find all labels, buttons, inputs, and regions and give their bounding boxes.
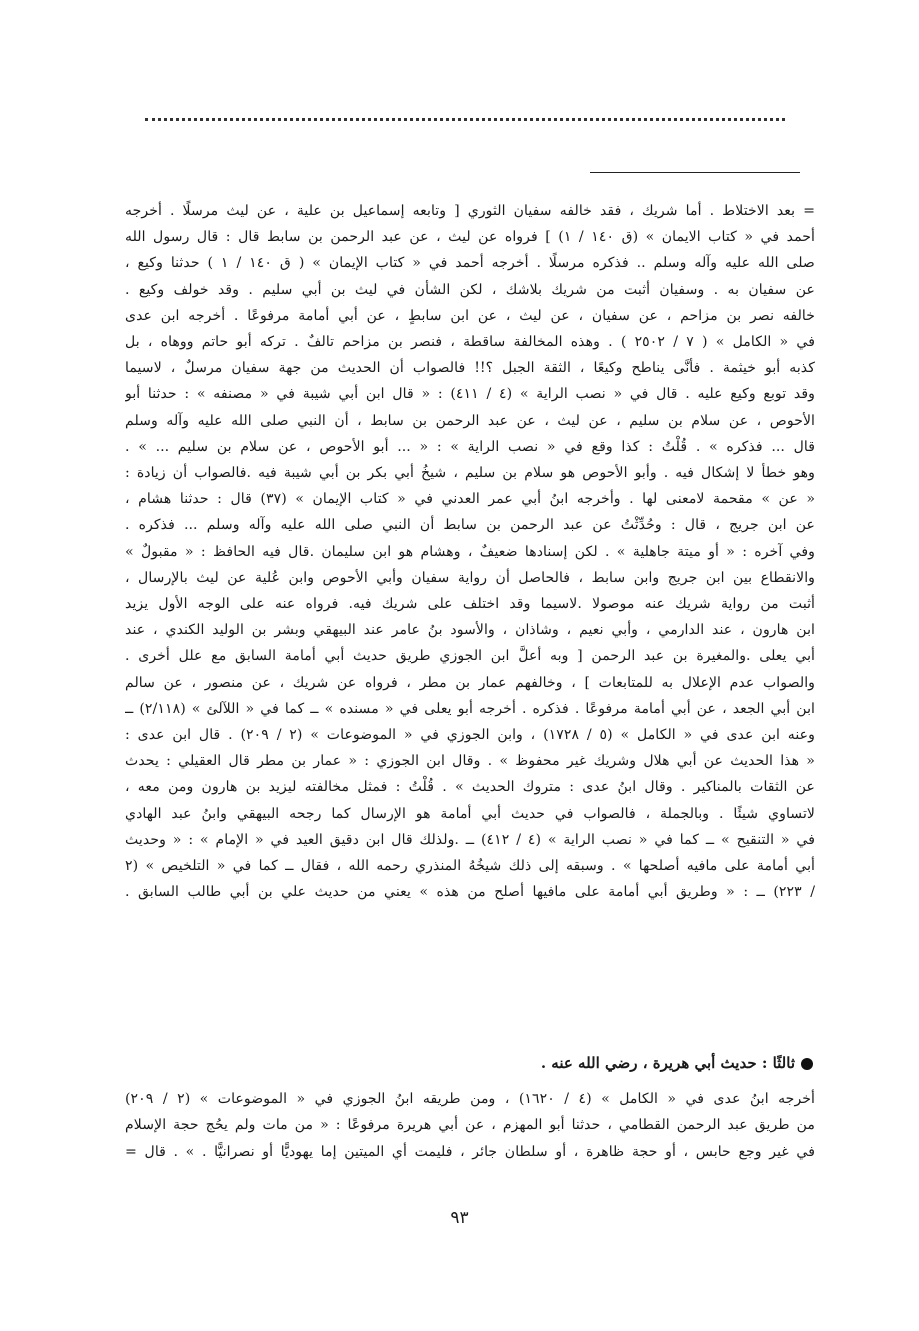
text-line: خالفه نصر بن مزاحم ، عن سفيان ، عن ليث ، عن ابن سابطٍ ، عن أبي أمامة مرفوعًا . أخرجه ابن عدى bbox=[125, 307, 815, 324]
text-line: والصواب عدم الإعلال به للمتابعات ] ، وخالفهم عمار بن مطر ، فرواه عن شريك ، عن منصور ، عن سالم bbox=[125, 674, 815, 691]
section-heading bbox=[125, 1050, 813, 1076]
bullet-icon bbox=[801, 1058, 813, 1070]
text-line: الأحوص ، عن سلام بن سليم ، عن ليث ، عن عبد الرحمن بن سابط ، أن النبي صلى الله عليه وآله وسلم bbox=[125, 412, 815, 429]
text-line: أحمد في « كتاب الايمان » (ق ١٤٠ / ١) ] فرواه عن ليث ، عن عبد الرحمن بن سابط قال : قال رسول الله bbox=[125, 229, 815, 246]
text-line: صلى الله عليه وآله وسلم .. فذكره مرسلًا . أخرجه أحمد في « كتاب الإيمان » ( ق ١٤٠ / ١ ) حدثنا وكيع ، bbox=[125, 255, 815, 272]
footnote-rule bbox=[590, 172, 800, 173]
text-line: أخرجه ابنُ عدى في « الكامل » (٤ / ١٦٢٠) ، ومن طريقه ابنُ الجوزي في « الموضوعات » (٢ / ٢٠٩) bbox=[125, 1091, 815, 1107]
text-line: قال ... فذكره » . قُلْتُ : كذا وقع في « نصب الراية » : « ... أبو الأحوص ، عن سلام بن سليم ... » . bbox=[125, 438, 815, 455]
text-line: في « الكامل » ( ٧ / ٢٥٠٢ ) . وهذه المخالفة ساقطة ، فنصر بن مزاحم تالفٌ . تركه أبو حاتم ووهاه ، بل bbox=[125, 334, 815, 351]
text-line: في غير وجع حابس ، أو حجة ظاهرة ، أو سلطان جائر ، فليمت أي الميتين إما يهوديًّا أو نصرانيًّا . » . قال = bbox=[125, 1143, 815, 1160]
text-line: أبي أمامة على مافيه أصلحها » . وسبقه إلى ذلك شيخُهُ المنذري رحمه الله ، فقال ــ كما في « التلخيص » (٢ bbox=[125, 858, 815, 875]
text-line: / ٢٢٣) ــ : « وطريق أبي أمامة على مافيها أصلح من هذه » يعني من حديث علي بن أبي طالب السابق . bbox=[125, 884, 815, 901]
section-body bbox=[125, 1086, 815, 1165]
text-line: وعنه ابن عدى في « الكامل » (٥ / ١٧٢٨) ، وابن الجوزي في « الموضوعات » (٢ / ٢٠٩) . قال ابن عدى : bbox=[125, 727, 815, 744]
heading-text: ثالثًا : حديث أبي هريرة ، رضي الله عنه . bbox=[540, 1054, 795, 1072]
page-number: ٩٣ bbox=[450, 1208, 469, 1228]
text-line: ابن هارون ، عند الدارمي ، وأبي نعيم ، وشاذان ، والأسود بنُ عامر عند البيهقي وبشر بن الوليد الكندي ، عند bbox=[125, 622, 815, 639]
text-line: والانقطاع بين ابن جريج وابن سابط ، فالحاصل أن رواية سفيان وأبي الأحوص وابن عُلية عن ليث بالإرسال ، bbox=[125, 569, 815, 586]
text-line: في « التنقيح » ــ كما في « نصب الراية » (٤ / ٤١٢) ــ .ولذلك قال ابن دقيق العيد في « الإمام » : « وحديث bbox=[125, 831, 815, 848]
text-line: أبي يعلى .والمغيرة بن عبد الرحمن [ وبه أعلَّ ابن الجوزي طريق حديث أبي أمامة السابق مع علل أخرى . bbox=[125, 648, 815, 665]
text-line: وقد توبع وكيع عليه . قال في « نصب الراية » (٤ / ٤١١) : « قال ابن أبي شيبة في « مصنفه » : حدثنا أبو bbox=[125, 386, 815, 403]
text-line: لاتساوي شيئًا . وبالجملة ، فالصواب في حديث أبي أمامة هو الإرسال كما رجحه البيهقي وابنُ عبد الهادي bbox=[125, 805, 815, 822]
text-line: « هذا الحديث عن أبي هلال وشريك غير محفوظ » . وقال ابن الجوزي : « عمار بن مطر قال العقيلي : يحدث bbox=[125, 753, 815, 770]
text-line: « عن » مقحمة لامعنى لها . وأخرجه ابنُ أبي عمر العدني في « كتاب الإيمان » (٣٧) قال : حدثنا هشام ، bbox=[125, 491, 815, 508]
text-line: وفي آخره : « أو ميتة جاهلية » . لكن إسنادها ضعيفٌ ، وهشام هو ابن سليمان .قال فيه الحافظ : « مقبولٌ » bbox=[125, 543, 815, 560]
text-line: أثبت من رواية شريك عنه موصولا .لاسيما وقد اختلف على شريك فيه. فرواه عنه على الوجه الأول يزيد bbox=[125, 596, 815, 613]
text-line: عن الثقات بالمناكير . وقال ابنُ عدى : متروك الحديث » . قُلْتُ : فمثل مخالفته ليزيد بن هارون ومن معه ، bbox=[125, 779, 815, 796]
text-line: كذبه أبو خيثمة . فأنَّى يناطح وكيعًا ، الثقة الجبل ؟!! فالصواب أن الحديث من جهة سفيان مرسلٌ ، لاسيما bbox=[125, 360, 815, 377]
footnote-body bbox=[125, 198, 815, 905]
text-line: = بعد الاختلاط . أما شريك ، فقد خالفه سفيان الثوري [ وتابعه إسماعيل بن علية ، عن ليث مرسلًا . أخرجه bbox=[125, 203, 815, 219]
text-line: ابن أبي الجعد ، عن أبي أمامة مرفوعًا . فذكره . أخرجه أبو يعلى في « مسنده » ــ كما في « اللآلئ » (٢/١١٨) ــ bbox=[125, 700, 815, 717]
text-line: من طريق عبد الرحمن القطامي ، حدثنا أبو المهزم ، عن أبي هريرة مرفوعًا : « من مات ولم يحُج حجة الإسلام bbox=[125, 1117, 815, 1134]
text-line: عن ابن جريج ، قال : وحُدِّثْتُ عن عبد الرحمن بن سابط أن النبي صلى الله عليه وآله وسلم ... فذكره . bbox=[125, 517, 815, 534]
text-line: عن سفيان به . وسفيان أثبت من شريك بلاشك ، لكن الشأن في ليث بن أبي سليم . وقد خولف وكيع . bbox=[125, 281, 815, 298]
text-line: وهو خطأ لا إشكال فيه . وأبو الأحوص هو سلام بن سليم ، شيخُ أبي بكر بن أبي شيبة فيه .فالصواب أن زيادة : bbox=[125, 465, 815, 482]
dotted-separator bbox=[145, 118, 785, 121]
